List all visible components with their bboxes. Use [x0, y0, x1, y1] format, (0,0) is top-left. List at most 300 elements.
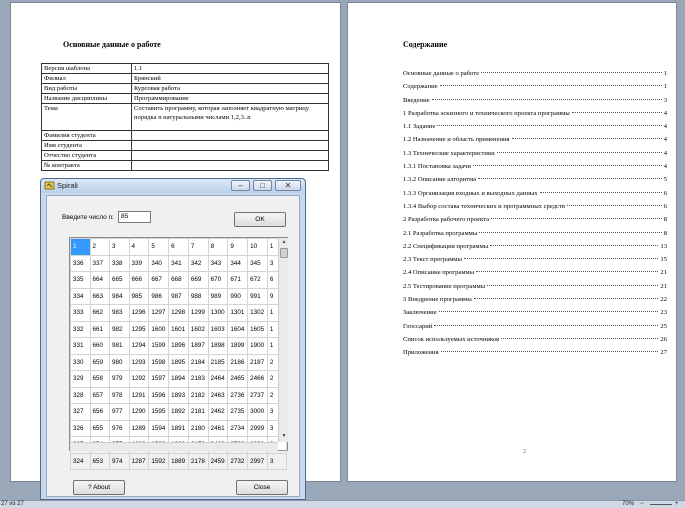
grid-cell[interactable]: 5 — [149, 239, 169, 256]
grid-cell[interactable]: 327 — [71, 404, 91, 421]
grid-cell[interactable]: 336 — [71, 255, 91, 272]
toc-leader — [512, 138, 662, 139]
grid-cell[interactable]: 987 — [169, 288, 189, 305]
info-value — [132, 151, 329, 161]
grid-cell[interactable]: 2 — [90, 239, 110, 256]
toc-entry[interactable] — [403, 323, 667, 336]
info-key: № контракта — [42, 161, 132, 171]
grid-cell[interactable]: 1900 — [248, 338, 268, 355]
toc-entry-text: 2 Разработка рабочего проекта — [403, 216, 490, 224]
toc-entry[interactable] — [403, 203, 667, 216]
grid-cell[interactable]: 342 — [188, 255, 208, 272]
grid-cell[interactable]: 1592 — [149, 453, 169, 470]
close-button[interactable]: Close — [236, 480, 288, 495]
grid-cell[interactable]: 666 — [129, 272, 149, 289]
toc-entry-text: 1.2 Назначение и область применения — [403, 136, 510, 144]
toc-entry-page: 1 — [663, 70, 667, 77]
info-row — [42, 94, 329, 104]
grid-cell[interactable]: 1602 — [188, 321, 208, 338]
info-value: 1.1 — [132, 64, 329, 74]
toc-entry[interactable] — [403, 70, 667, 83]
toc-entry[interactable] — [403, 176, 667, 189]
info-key: Тема — [42, 104, 132, 131]
zoom-in-button[interactable]: + — [675, 501, 679, 507]
grid-cell[interactable]: 2737 — [248, 387, 268, 404]
grid-cell[interactable]: 1898 — [208, 338, 228, 355]
grid-cell[interactable]: 1301 — [228, 305, 248, 322]
toc-entry[interactable] — [403, 230, 667, 243]
grid-cell[interactable]: 338 — [110, 255, 130, 272]
toc-leader — [464, 258, 658, 259]
grid-cell[interactable]: 337 — [90, 255, 110, 272]
grid-cell[interactable]: 341 — [169, 255, 189, 272]
grid-cell[interactable]: 976 — [110, 420, 130, 437]
toc-entry[interactable] — [403, 269, 667, 282]
grid-cell[interactable]: 1293 — [129, 354, 149, 371]
toc-entry-page: 4 — [663, 136, 667, 144]
grid-cell[interactable]: 3 — [110, 239, 130, 256]
grid-cell[interactable]: 339 — [129, 255, 149, 272]
grid-cell[interactable]: 1291 — [129, 387, 149, 404]
grid-cell[interactable]: 2999 — [248, 420, 268, 437]
toc-entry[interactable] — [403, 336, 667, 349]
grid-cell[interactable]: 977 — [110, 404, 130, 421]
grid-cell[interactable]: 2734 — [228, 420, 248, 437]
grid-cell[interactable]: 1899 — [228, 338, 248, 355]
grid-cell[interactable]: 1605 — [248, 321, 268, 338]
grid-cell[interactable]: 1895 — [169, 354, 189, 371]
grid-cell[interactable]: 979 — [110, 371, 130, 388]
toc-entry-text: 2.4 Описание программы — [403, 269, 475, 277]
maximize-button[interactable]: □ — [253, 180, 272, 191]
toc-entry-text: 1.1 Задание — [403, 123, 436, 131]
toc-leader — [474, 298, 659, 299]
app-icon — [44, 180, 55, 191]
grid-cell[interactable]: 2185 — [208, 354, 228, 371]
toc-leader — [473, 165, 662, 166]
grid-row — [71, 387, 287, 404]
grid-cell[interactable]: 1302 — [248, 305, 268, 322]
grid-cell[interactable]: 331 — [71, 338, 91, 355]
grid-cell[interactable]: 653 — [90, 453, 110, 470]
grid-row — [71, 305, 287, 322]
toc-entry[interactable] — [403, 123, 667, 136]
close-window-button[interactable]: ✕ — [275, 180, 301, 191]
page-counter: 27 из 27 — [1, 501, 24, 507]
toc-entry-page: 4 — [663, 123, 667, 131]
toc-leader — [439, 311, 659, 312]
minimize-button[interactable]: – — [231, 180, 250, 191]
status-bar — [0, 500, 685, 508]
grid-cell[interactable]: 2 — [267, 354, 286, 371]
grid-cell[interactable]: 333 — [71, 305, 91, 322]
toc-entry-page: 6 — [663, 202, 667, 210]
grid-cell[interactable]: 3 — [267, 453, 286, 470]
toc-entry[interactable] — [403, 150, 667, 163]
grid-cell[interactable]: 328 — [71, 387, 91, 404]
grid-cell[interactable]: 2183 — [188, 371, 208, 388]
horizontal-scrollbar[interactable] — [70, 442, 278, 451]
grid-cell[interactable]: 668 — [169, 272, 189, 289]
toc-entry-text: Глоссарий — [403, 322, 433, 330]
grid-cell[interactable]: 661 — [90, 321, 110, 338]
toc-entry-text: 1.3.2 Описание алгоритма — [403, 176, 477, 184]
toc-entry[interactable] — [403, 190, 667, 203]
grid-cell[interactable]: 1599 — [149, 338, 169, 355]
grid-cell[interactable]: 2180 — [188, 420, 208, 437]
grid-cell[interactable]: 981 — [110, 338, 130, 355]
toc-leader — [440, 85, 662, 86]
zoom-out-button[interactable]: − — [640, 501, 644, 507]
grid-cell[interactable]: 9 — [228, 239, 248, 256]
grid-cell[interactable]: 2736 — [228, 387, 248, 404]
grid-cell[interactable]: 1 — [267, 305, 286, 322]
toc-entry-page: 25 — [660, 322, 667, 330]
document-page-right — [347, 2, 677, 482]
grid-cell[interactable]: 1596 — [149, 387, 169, 404]
grid-cell[interactable]: 1897 — [188, 338, 208, 355]
grid-cell[interactable]: 1298 — [169, 305, 189, 322]
info-row — [42, 64, 329, 74]
grid-cell[interactable]: 340 — [149, 255, 169, 272]
toc-leader — [437, 125, 661, 126]
grid-cell[interactable]: 665 — [110, 272, 130, 289]
grid-cell[interactable]: 2459 — [208, 453, 228, 470]
grid-cell[interactable]: 980 — [110, 354, 130, 371]
toc-leader — [441, 351, 659, 352]
grid-cell[interactable]: 991 — [248, 288, 268, 305]
toc-entry-page: 6 — [663, 189, 667, 197]
toc-entry-page: 15 — [660, 256, 667, 264]
toc-entry[interactable] — [403, 110, 667, 123]
grid-cell[interactable]: 1594 — [149, 420, 169, 437]
grid-cell[interactable]: 345 — [248, 255, 268, 272]
grid-cell[interactable]: 1296 — [129, 305, 149, 322]
grid-cell[interactable]: 985 — [129, 288, 149, 305]
info-value: Составить программу, которая заполняет квадратную матрицу порядка n натуральными числами 1,2,3..n — [132, 104, 329, 131]
grid-cell[interactable]: 984 — [110, 288, 130, 305]
matrix-grid[interactable] — [69, 237, 288, 465]
grid-row — [71, 338, 287, 355]
toc-leader — [497, 152, 662, 153]
grid-cell[interactable]: 10 — [248, 239, 268, 256]
info-key: Филиал — [42, 74, 132, 84]
grid-cell[interactable]: 326 — [71, 420, 91, 437]
grid-cell[interactable]: 3 — [267, 255, 286, 272]
grid-row — [71, 420, 287, 437]
grid-cell[interactable]: 667 — [149, 272, 169, 289]
grid-cell[interactable]: 988 — [188, 288, 208, 305]
grid-cell[interactable]: 1 — [267, 321, 286, 338]
toc-leader — [432, 99, 662, 100]
toc-title: Содержание — [403, 40, 448, 49]
table-of-contents — [403, 70, 667, 363]
toc-leader — [487, 285, 658, 286]
toc-leader — [491, 218, 662, 219]
grid-cell[interactable]: 978 — [110, 387, 130, 404]
grid-cell[interactable]: 3 — [267, 420, 286, 437]
toc-entry-text: Список используемых источников — [403, 335, 500, 343]
grid-cell[interactable]: 2464 — [208, 371, 228, 388]
grid-row — [71, 321, 287, 338]
grid-row — [71, 255, 287, 272]
grid-cell[interactable]: 330 — [71, 354, 91, 371]
grid-cell[interactable]: 2462 — [208, 404, 228, 421]
info-row — [42, 74, 329, 84]
toc-entry[interactable] — [403, 83, 667, 96]
toc-entry-text: 3 Внедрение программы — [403, 296, 472, 304]
toc-entry-page: 4 — [663, 163, 667, 171]
grid-cell[interactable]: 9 — [267, 288, 286, 305]
grid-cell[interactable]: 1 — [267, 239, 286, 256]
grid-cell[interactable]: 982 — [110, 321, 130, 338]
toc-entry[interactable] — [403, 309, 667, 322]
info-key: Отчество студента — [42, 151, 132, 161]
page-title: Основные данные о работе — [63, 40, 161, 49]
grid-cell[interactable]: 8 — [208, 239, 228, 256]
grid-cell[interactable]: 2463 — [208, 387, 228, 404]
page-number: 2 — [523, 449, 526, 455]
grid-cell[interactable]: 1295 — [129, 321, 149, 338]
scroll-thumb[interactable] — [280, 248, 288, 258]
grid-cell[interactable]: 2997 — [248, 453, 268, 470]
toc-entry-page: 21 — [660, 269, 667, 277]
toc-entry[interactable] — [403, 97, 667, 110]
spirali-window — [40, 178, 306, 500]
info-key: Название дисциплины — [42, 94, 132, 104]
grid-cell[interactable]: 1601 — [169, 321, 189, 338]
grid-cell[interactable]: 2184 — [188, 354, 208, 371]
toc-entry-page: 4 — [663, 109, 667, 117]
grid-cell[interactable]: 662 — [90, 305, 110, 322]
grid-cell[interactable]: 1603 — [208, 321, 228, 338]
grid-cell[interactable]: 2 — [267, 387, 286, 404]
grid-cell[interactable]: 2178 — [188, 453, 208, 470]
grid-cell[interactable]: 344 — [228, 255, 248, 272]
grid-cell[interactable]: 657 — [90, 387, 110, 404]
grid-cell[interactable]: 1287 — [129, 453, 149, 470]
grid-cell[interactable]: 1597 — [149, 371, 169, 388]
window-title: Spirali — [57, 181, 78, 190]
about-button[interactable]: ? About — [73, 480, 125, 495]
info-key: Версия шаблона — [42, 64, 132, 74]
toc-entry-text: Введение — [403, 96, 430, 104]
info-value: Брянский — [132, 74, 329, 84]
grid-cell[interactable]: 2732 — [228, 453, 248, 470]
grid-cell[interactable]: 1598 — [149, 354, 169, 371]
toc-entry[interactable] — [403, 136, 667, 149]
toc-entry-text: 1.3.3 Организация входных и выходных данных — [403, 189, 538, 197]
grid-cell[interactable]: 6 — [169, 239, 189, 256]
toc-leader — [501, 338, 658, 339]
toc-leader — [567, 205, 662, 206]
grid-cell[interactable]: 332 — [71, 321, 91, 338]
info-value: Программирование — [132, 94, 329, 104]
grid-cell[interactable]: 329 — [71, 371, 91, 388]
grid-row — [71, 371, 287, 388]
grid-cell[interactable]: 6 — [267, 272, 286, 289]
toc-leader — [478, 178, 662, 179]
toc-entry-text: 1.3.4 Выбор состава технических и программных средств — [403, 202, 565, 210]
grid-row — [71, 404, 287, 421]
grid-cell[interactable]: 660 — [90, 338, 110, 355]
grid-cell[interactable]: 334 — [71, 288, 91, 305]
grid-cell[interactable]: 2461 — [208, 420, 228, 437]
toc-entry-page: 27 — [660, 349, 667, 357]
grid-cell[interactable]: 1891 — [169, 420, 189, 437]
toc-entry-text: 2.1 Разработка программы — [403, 229, 478, 237]
grid-row — [71, 453, 287, 470]
toc-leader — [476, 271, 658, 272]
grid-row — [71, 239, 287, 256]
toc-entry-page: 8 — [663, 229, 667, 237]
toc-leader — [540, 192, 662, 193]
n-label: Введите число n: — [62, 214, 114, 221]
ok-button[interactable]: OK — [234, 212, 286, 227]
toc-entry-page: 22 — [660, 296, 667, 304]
toc-entry-page: 3 — [663, 96, 667, 104]
info-row — [42, 141, 329, 151]
info-row — [42, 161, 329, 171]
grid-cell[interactable]: 343 — [208, 255, 228, 272]
grid-cell[interactable]: 1896 — [169, 338, 189, 355]
info-row — [42, 104, 329, 131]
grid-cell[interactable]: 1 — [267, 338, 286, 355]
grid-cell[interactable]: 3 — [267, 404, 286, 421]
grid-cell[interactable]: 1600 — [149, 321, 169, 338]
grid-cell[interactable]: 974 — [110, 453, 130, 470]
toc-leader — [481, 72, 662, 73]
toc-entry[interactable] — [403, 349, 667, 362]
zoom-level[interactable]: 70% — [622, 501, 635, 507]
grid-row — [71, 354, 287, 371]
grid-cell[interactable]: 663 — [90, 288, 110, 305]
grid-cell[interactable]: 2735 — [228, 404, 248, 421]
info-key: Фамилия студента — [42, 131, 132, 141]
info-row — [42, 131, 329, 141]
title-bar[interactable] — [41, 179, 305, 193]
info-value — [132, 161, 329, 171]
toc-entry-text: Заключение — [403, 309, 437, 317]
grid-cell[interactable]: 1299 — [188, 305, 208, 322]
n-input[interactable]: 85 — [118, 211, 151, 223]
grid-cell[interactable]: 1894 — [169, 371, 189, 388]
toc-entry[interactable] — [403, 256, 667, 269]
info-row — [42, 84, 329, 94]
grid-cell[interactable]: 671 — [228, 272, 248, 289]
grid-cell[interactable]: 664 — [90, 272, 110, 289]
grid-cell[interactable]: 335 — [71, 272, 91, 289]
grid-cell[interactable]: 1889 — [169, 453, 189, 470]
grid-cell[interactable]: 672 — [248, 272, 268, 289]
grid-cell[interactable]: 669 — [188, 272, 208, 289]
toc-entry-page: 26 — [660, 335, 667, 343]
toc-entry[interactable] — [403, 243, 667, 256]
grid-cell[interactable]: 2187 — [248, 354, 268, 371]
toc-entry-page: 23 — [660, 309, 667, 317]
grid-cell[interactable]: 670 — [208, 272, 228, 289]
info-value — [132, 141, 329, 151]
toc-entry-text: Приложения — [403, 349, 439, 357]
grid-cell[interactable]: 659 — [90, 354, 110, 371]
info-value — [132, 131, 329, 141]
grid-cell[interactable]: 2 — [267, 371, 286, 388]
grid-cell[interactable]: 1892 — [169, 404, 189, 421]
grid-cell[interactable]: 1289 — [129, 420, 149, 437]
info-row — [42, 151, 329, 161]
dialog-client — [46, 195, 300, 497]
zoom-slider[interactable] — [650, 504, 672, 505]
info-key: Имя студента — [42, 141, 132, 151]
grid-cell[interactable]: 324 — [71, 453, 91, 470]
grid-cell[interactable]: 1292 — [129, 371, 149, 388]
grid-cell[interactable]: 1595 — [149, 404, 169, 421]
grid-cell[interactable]: 2181 — [188, 404, 208, 421]
toc-entry[interactable] — [403, 296, 667, 309]
grid-cells — [70, 238, 287, 470]
grid-cell[interactable]: 7 — [188, 239, 208, 256]
grid-cell[interactable]: 2465 — [228, 371, 248, 388]
toc-leader — [479, 232, 661, 233]
toc-entry-text: 2.2 Спецификация программы — [403, 242, 489, 250]
toc-entry-page: 1 — [663, 83, 667, 91]
grid-cell[interactable]: 1893 — [169, 387, 189, 404]
toc-entry-page: 21 — [660, 282, 667, 290]
grid-cell[interactable]: 4 — [129, 239, 149, 256]
grid-row — [71, 272, 287, 289]
toc-leader — [434, 325, 658, 326]
toc-entry-page: 4 — [663, 149, 667, 157]
grid-cell[interactable]: 1300 — [208, 305, 228, 322]
grid-cell[interactable]: 986 — [149, 288, 169, 305]
toc-leader — [572, 112, 662, 113]
toc-entry-text: 2.5 Тестирование программы — [403, 282, 486, 290]
toc-entry-page: 5 — [663, 176, 667, 184]
info-key: Вид работы — [42, 84, 132, 94]
vertical-scrollbar[interactable] — [278, 238, 288, 442]
grid-cell[interactable]: 2186 — [228, 354, 248, 371]
grid-cell[interactable]: 989 — [208, 288, 228, 305]
toc-entry[interactable] — [403, 283, 667, 296]
grid-cell[interactable]: 1604 — [228, 321, 248, 338]
toc-entry-page: 8 — [663, 216, 667, 224]
toc-entry-text: 1 Разработка эскизного и технического проекта программы — [403, 109, 570, 117]
scroll-down-icon[interactable]: ▼ — [281, 433, 287, 439]
info-value: Курсовая работа — [132, 84, 329, 94]
toc-entry-text: 1.3.1 Постановка задачи — [403, 163, 471, 171]
grid-cell[interactable]: 1294 — [129, 338, 149, 355]
grid-cell[interactable]: 1297 — [149, 305, 169, 322]
grid-row — [71, 288, 287, 305]
grid-cell[interactable]: 658 — [90, 371, 110, 388]
toc-leader — [490, 245, 658, 246]
toc-entry-text: 2.3 Текст программы — [403, 256, 462, 264]
scroll-up-icon[interactable]: ▲ — [281, 239, 287, 245]
grid-cell[interactable]: 2466 — [248, 371, 268, 388]
toc-entry[interactable] — [403, 163, 667, 176]
grid-cell[interactable]: 656 — [90, 404, 110, 421]
toc-entry-text: Основные данные о работе — [403, 70, 480, 77]
toc-entry-page: 13 — [660, 242, 667, 250]
grid-cell[interactable]: 983 — [110, 305, 130, 322]
toc-entry[interactable] — [403, 216, 667, 229]
grid-cell[interactable]: 2182 — [188, 387, 208, 404]
grid-cell[interactable]: 3000 — [248, 404, 268, 421]
grid-cell[interactable]: 1 — [71, 239, 91, 256]
grid-cell[interactable]: 1290 — [129, 404, 149, 421]
grid-cell[interactable]: 990 — [228, 288, 248, 305]
grid-cell[interactable]: 655 — [90, 420, 110, 437]
